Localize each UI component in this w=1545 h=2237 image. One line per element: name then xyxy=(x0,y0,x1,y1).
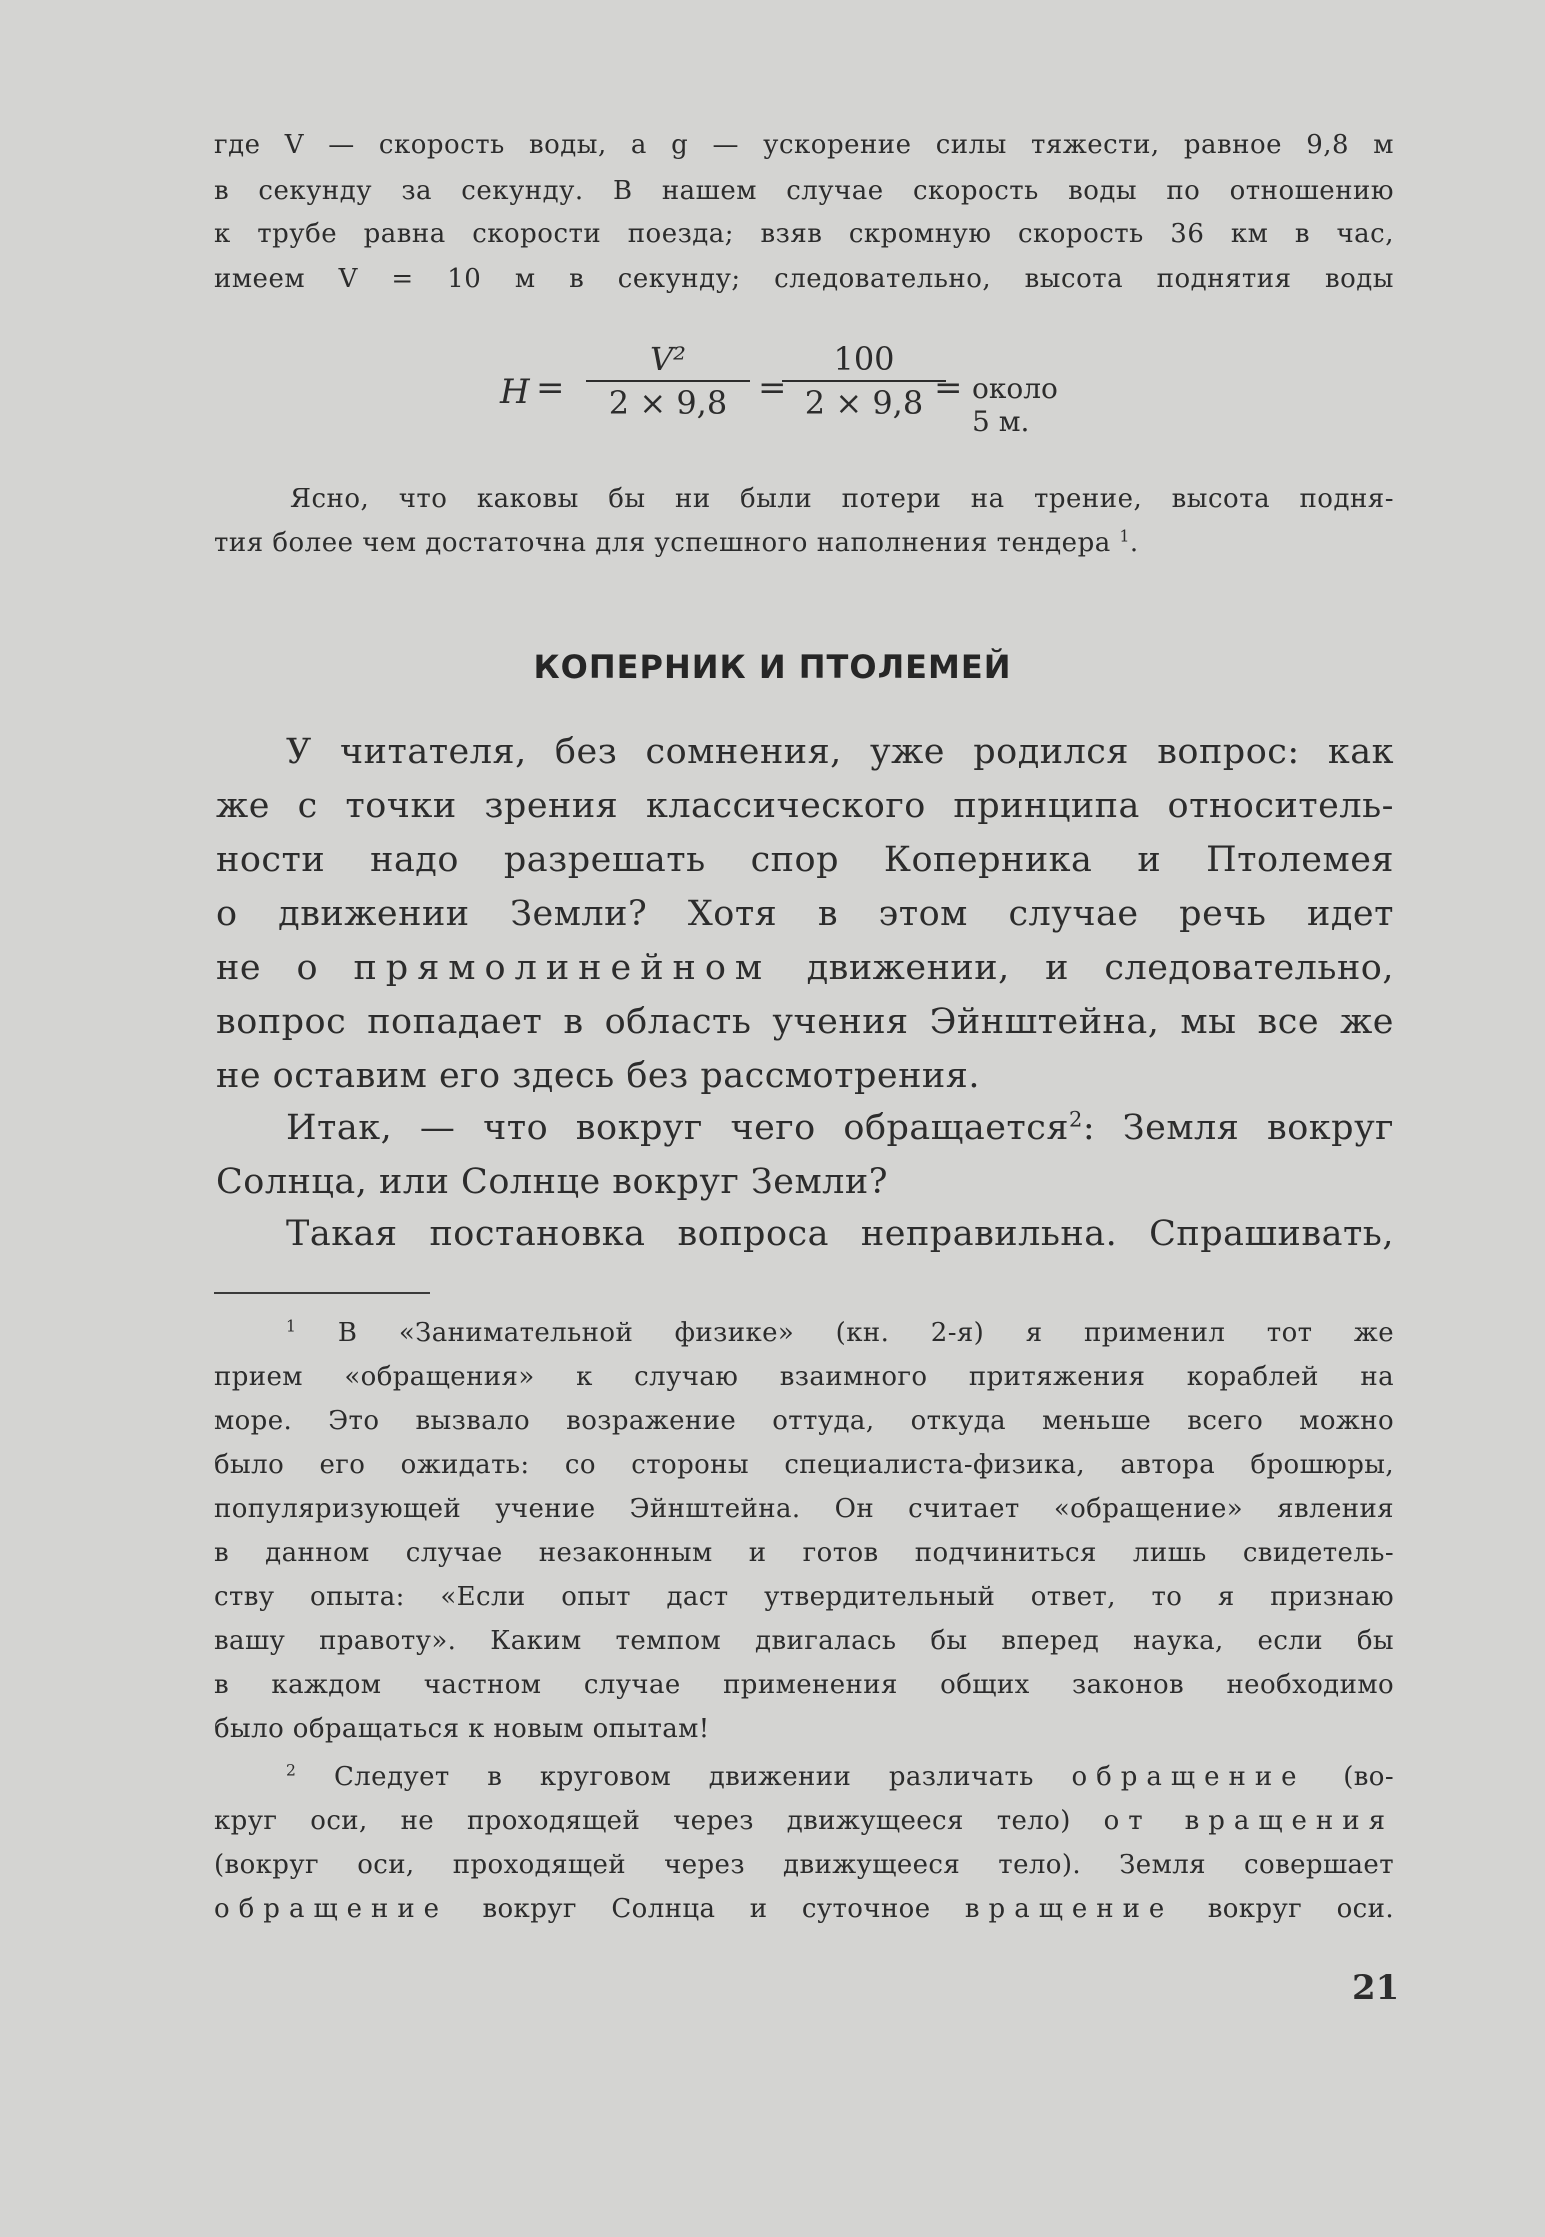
footnote-divider xyxy=(214,1292,430,1294)
emphasized-word: вращение xyxy=(964,1894,1174,1924)
text-line: к трубе равна скорости поезда; взяв скромную скорость 36 км в час, xyxy=(214,219,1394,249)
text-fragment: не о xyxy=(216,948,319,988)
text-fragment: : Земля вокруг xyxy=(1082,1108,1395,1148)
text-fragment: (во- xyxy=(1343,1762,1395,1792)
text-line: У читателя, без сомнения, уже родился вопрос: как xyxy=(286,732,1394,772)
footnote-ref: 1 xyxy=(1119,527,1130,546)
text-line: где V — скорость воды, а g — ускорение силы тяжести, равное 9,8 м xyxy=(214,130,1394,160)
text-line xyxy=(286,1108,1394,1148)
footnote-marker: 1 xyxy=(286,1317,297,1336)
formula-equals: = xyxy=(934,368,963,408)
text-fragment: В «Занимательной физике» (кн. 2-я) я применил тот же xyxy=(337,1318,1395,1348)
footnote-line: (вокруг оси, проходящей через движущееся тело). Земля совершает xyxy=(214,1850,1394,1880)
formula-equals: = xyxy=(758,368,787,408)
footnote-line: в данном случае незаконным и готов подчиниться лишь свидетель- xyxy=(214,1538,1394,1568)
text-line: не оставим его здесь без рассмотрения. xyxy=(216,1056,980,1096)
footnote-line: популяризующей учение Эйнштейна. Он считает «обращение» явления xyxy=(214,1494,1394,1524)
text-line: вопрос попадает в область учения Эйнштейна, мы все же xyxy=(216,1002,1394,1042)
formula-fraction-1 xyxy=(586,338,750,424)
emphasized-word: от xyxy=(1103,1806,1152,1836)
text-line: Солнца, или Солнце вокруг Земли? xyxy=(216,1162,888,1202)
footnote-line xyxy=(214,1806,1394,1836)
footnote-line xyxy=(286,1318,1394,1348)
text-fragment: Следует в круговом движении различать xyxy=(333,1762,1034,1792)
text-fragment: вокруг оси. xyxy=(1207,1894,1394,1924)
formula-result: около 5 м. xyxy=(972,372,1058,438)
formula-lhs: H xyxy=(500,372,530,412)
emphasized-word: обращение xyxy=(1071,1762,1306,1792)
fraction-numerator: 100 xyxy=(833,340,895,378)
fraction-denominator: 2 × 9,8 xyxy=(608,384,728,422)
text-fragment: . xyxy=(1129,528,1139,558)
text-fragment: круг оси, не проходящей через движущееся тело) xyxy=(214,1806,1071,1836)
text-line xyxy=(216,948,1394,988)
footnote-line: было обращаться к новым опытам! xyxy=(214,1714,710,1744)
text-line: Такая постановка вопроса неправильна. Спрашивать, xyxy=(286,1214,1394,1254)
text-line: в секунду за секунду. В нашем случае скорость воды по отношению xyxy=(214,176,1394,206)
footnote-line: было его ожидать: со стороны специалиста-физика, автора брошюры, xyxy=(214,1450,1394,1480)
footnote-line: ству опыта: «Если опыт даст утвердительный ответ, то я признаю xyxy=(214,1582,1394,1612)
formula-fraction-2 xyxy=(782,338,946,424)
text-fragment: движении, и следовательно, xyxy=(806,948,1394,988)
fraction-denominator: 2 × 9,8 xyxy=(804,384,924,422)
text-fragment: тия более чем достаточна для успешного наполнения тендера xyxy=(214,528,1111,558)
text-line xyxy=(214,528,1394,558)
section-heading: КОПЕРНИК И ПТОЛЕМЕЙ xyxy=(533,648,1012,686)
footnote-line: вашу правоту». Каким темпом двигалась бы вперед наука, если бы xyxy=(214,1626,1394,1656)
formula-equals: = xyxy=(536,368,565,408)
text-fragment: Итак, — что вокруг чего обращается xyxy=(286,1108,1069,1148)
emphasized-word: вращения xyxy=(1184,1806,1394,1836)
fraction-numerator: V² xyxy=(650,340,686,378)
footnote-line: в каждом частном случае применения общих законов необходимо xyxy=(214,1670,1394,1700)
footnote-marker: 2 xyxy=(286,1761,297,1780)
text-line: имеем V = 10 м в секунду; следовательно, высота поднятия воды xyxy=(214,264,1394,294)
emphasized-word: обращение xyxy=(214,1894,449,1924)
footnote-line xyxy=(286,1762,1394,1792)
text-line: же с точки зрения классического принципа относитель- xyxy=(216,786,1394,826)
page-number: 21 xyxy=(1352,1968,1400,2008)
footnote-line: море. Это вызвало возражение оттуда, откуда меньше всего можно xyxy=(214,1406,1394,1436)
text-fragment: вокруг Солнца и суточное xyxy=(482,1894,931,1924)
footnote-ref: 2 xyxy=(1068,1107,1083,1132)
emphasized-word: прямолинейном xyxy=(353,948,772,988)
text-line: о движении Земли? Хотя в этом случае речь идет xyxy=(216,894,1394,934)
footnote-line xyxy=(214,1894,1394,1924)
text-line: Ясно, что каковы бы ни были потери на трение, высота подня- xyxy=(290,484,1394,514)
footnote-line: прием «обращения» к случаю взаимного притяжения кораблей на xyxy=(214,1362,1394,1392)
text-line: ности надо разрешать спор Коперника и Птолемея xyxy=(216,840,1394,880)
